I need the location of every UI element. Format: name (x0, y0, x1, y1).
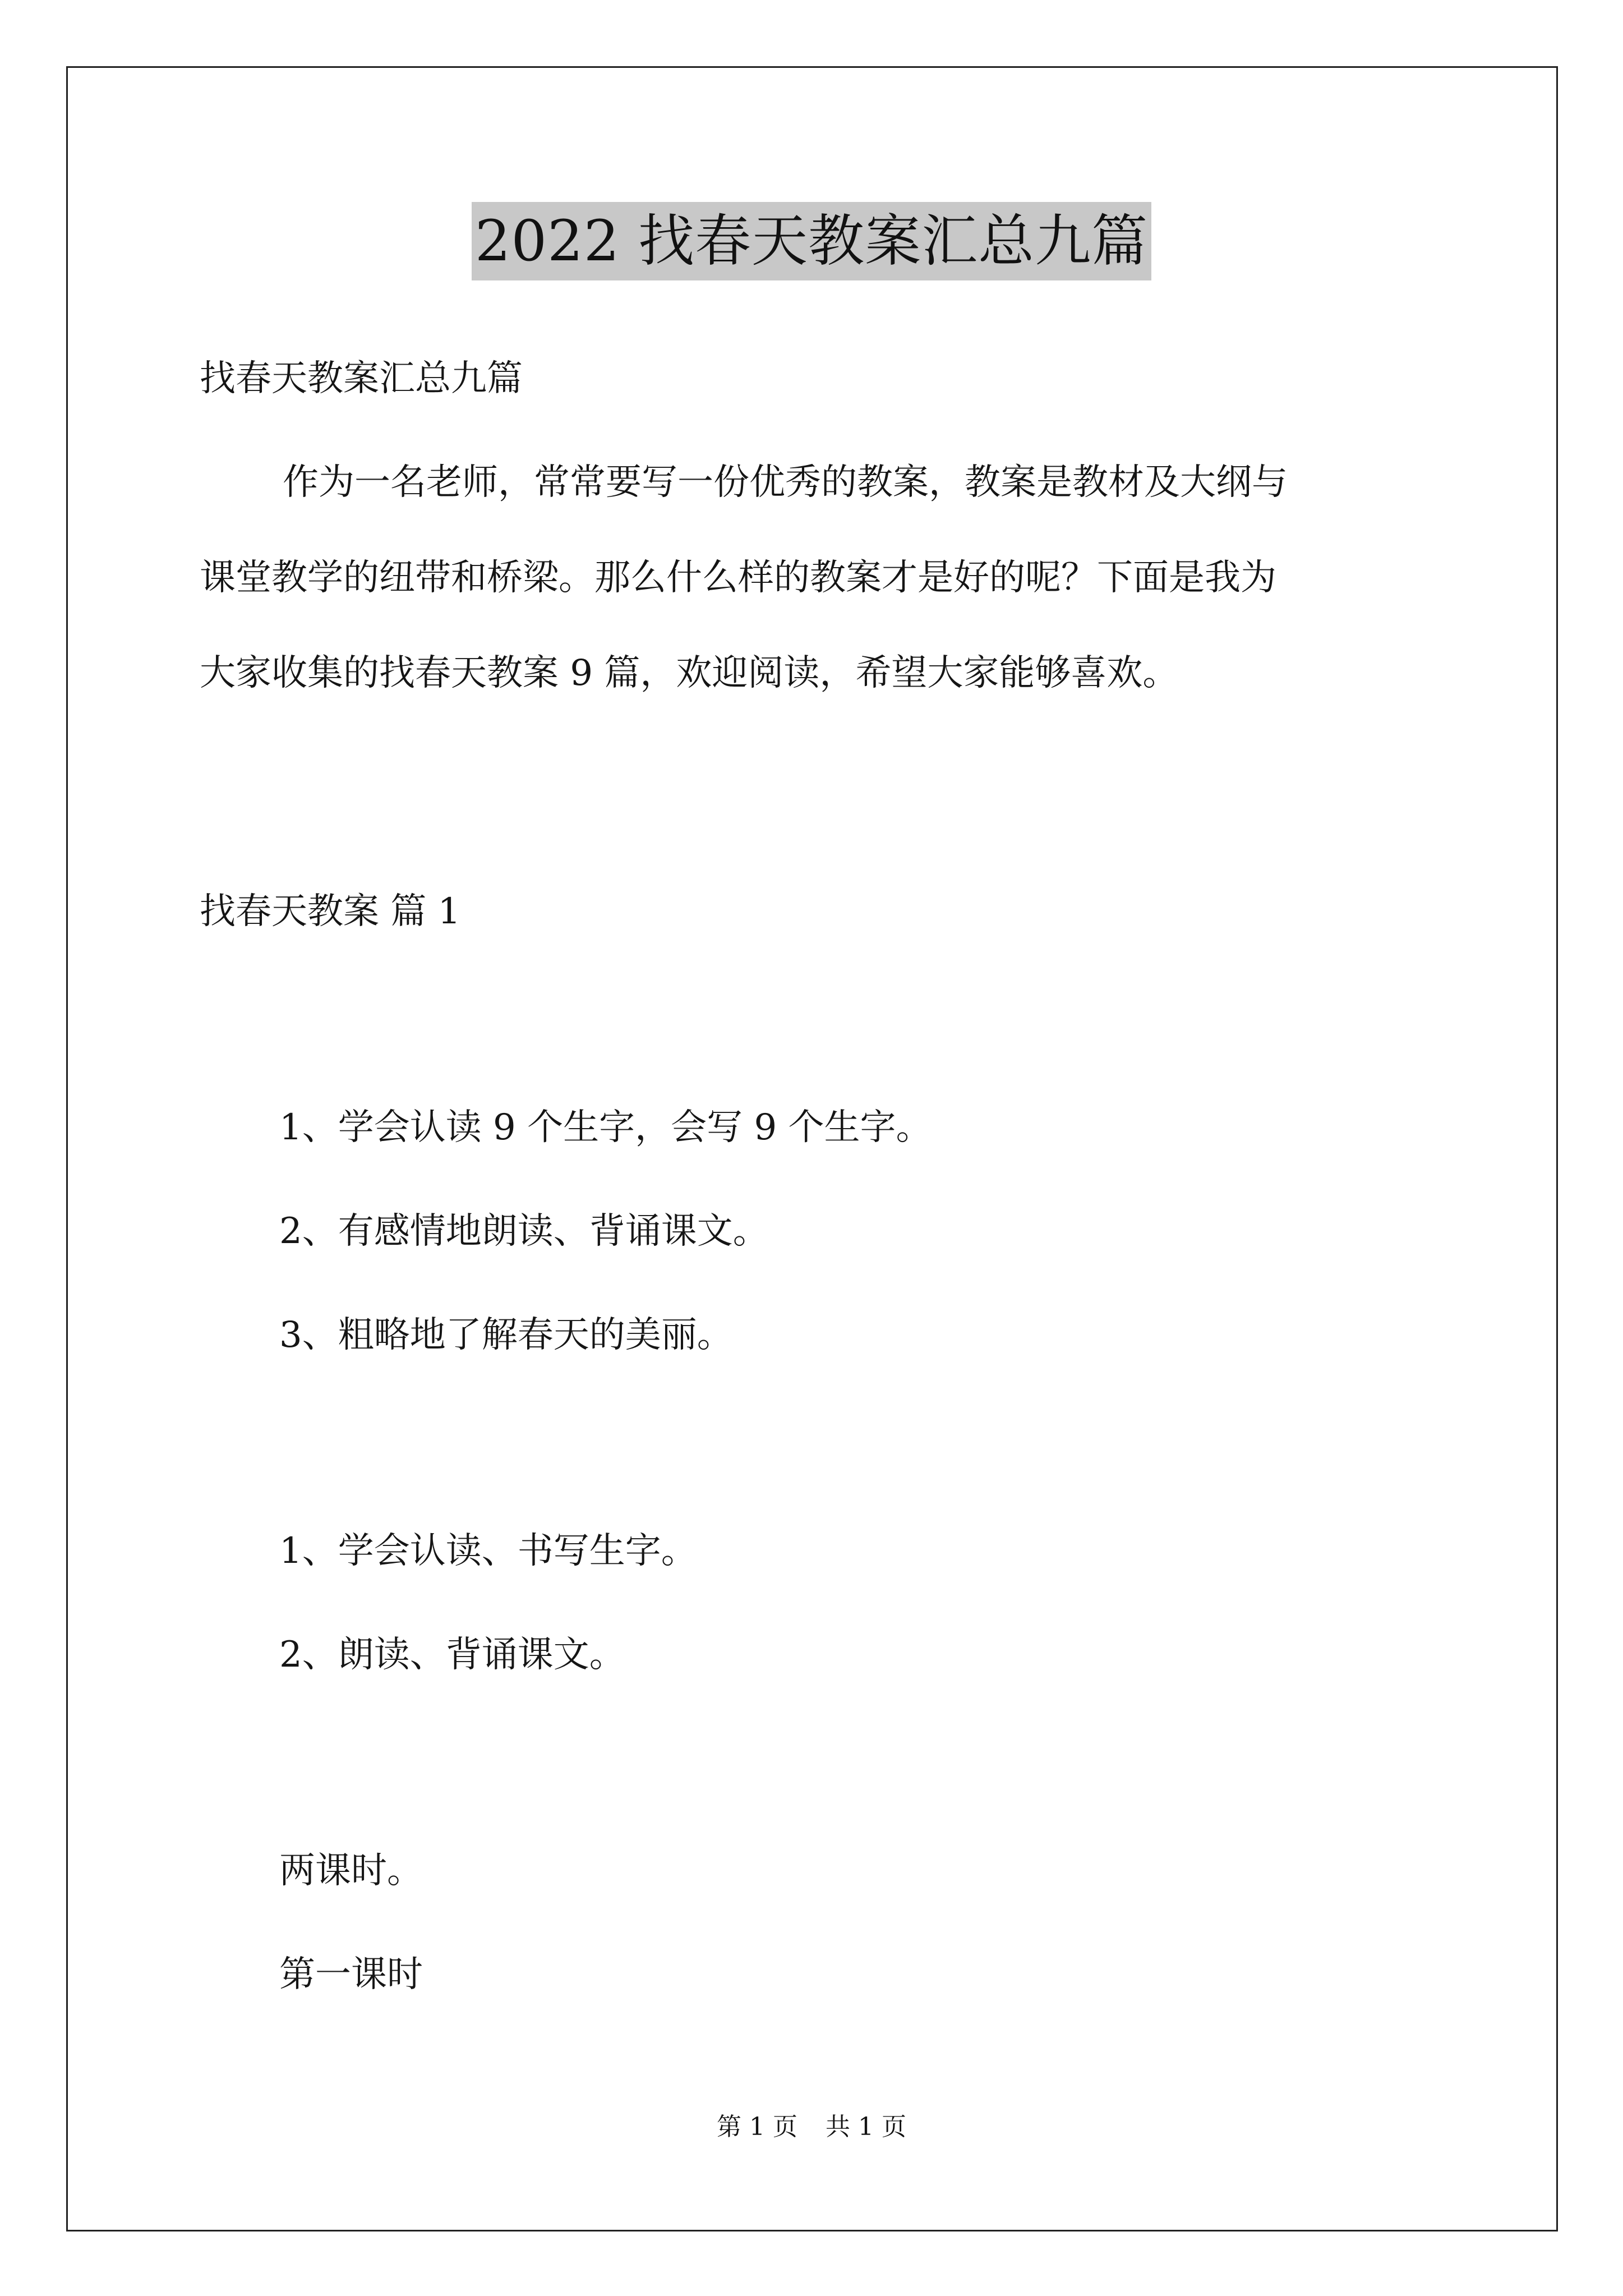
document-title: 2022 找春天教案汇总九篇 (472, 202, 1151, 280)
page-footer (0, 2110, 1623, 2144)
intro-line: 作为一名老师，常常要写一份优秀的教案，教案是教材及大纲与 (283, 462, 1288, 503)
document-subtitle: 找春天教案汇总九篇 (200, 358, 523, 399)
goal-item: 2、有感情地朗读、背诵课文。 (279, 1211, 769, 1252)
page-number: 第 1 页 (717, 2113, 797, 2141)
first-lesson-heading: 第一课时 (279, 1954, 423, 1995)
page-total: 共 1 页 (826, 2113, 906, 2141)
section-heading: 找春天教案 篇 1 (200, 891, 461, 932)
key-point-item: 1、学会认读、书写生字。 (279, 1530, 697, 1572)
lesson-hours: 两课时。 (279, 1850, 423, 1892)
key-point-item: 2、朗读、背诵课文。 (279, 1634, 625, 1676)
title-container (0, 202, 1623, 280)
goal-item: 3、粗略地了解春天的美丽。 (279, 1314, 733, 1356)
intro-paragraph (200, 460, 1433, 746)
goal-item: 1、学会认读 9 个生字，会写 9 个生字。 (279, 1107, 932, 1148)
intro-line: 课堂教学的纽带和桥梁。那么什么样的教案才是好的呢？下面是我为 (200, 557, 1276, 599)
intro-line: 大家收集的找春天教案 9 篇，欢迎阅读，希望大家能够喜欢。 (200, 652, 1179, 694)
